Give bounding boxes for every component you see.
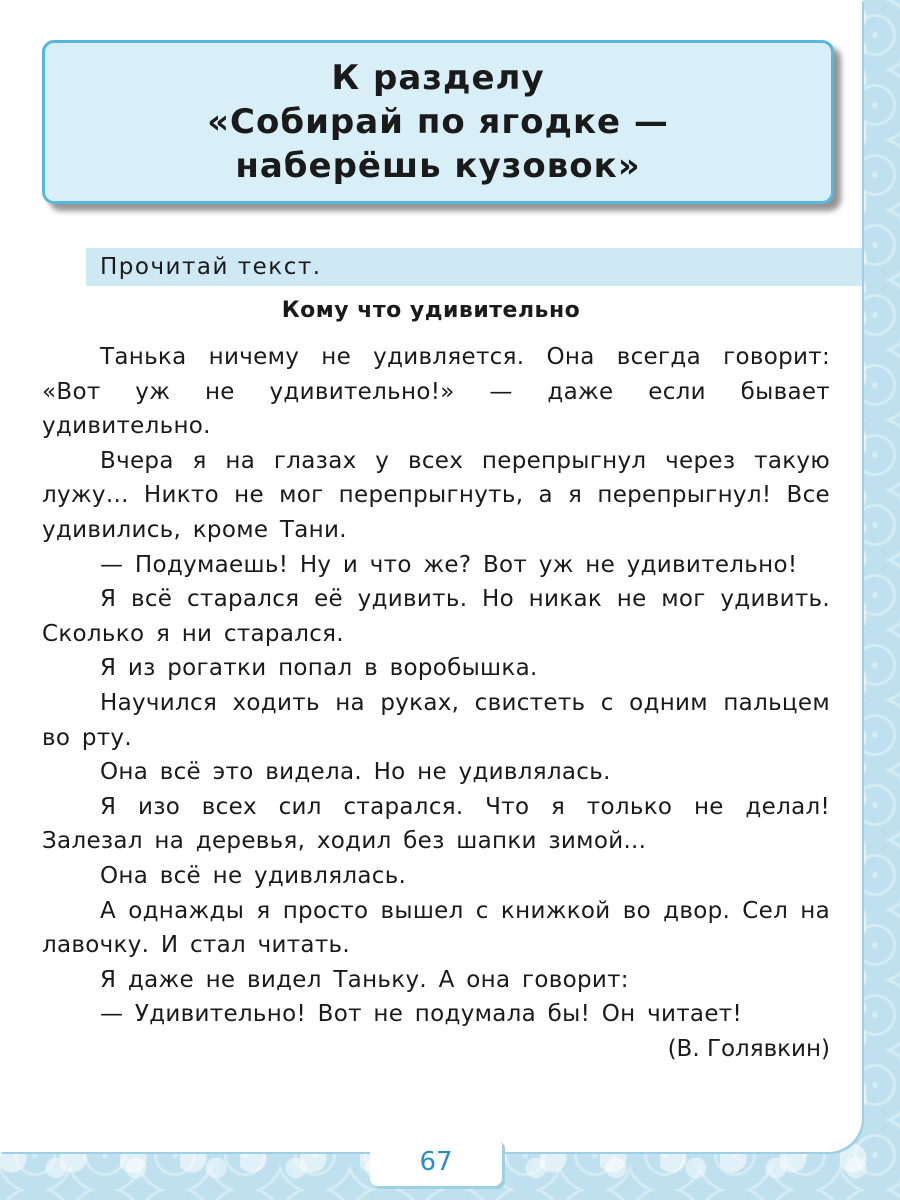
story-author: (В. Голявкин) <box>667 1035 830 1062</box>
story-paragraph: Вчера я на глазах у всех перепрыгнул через такую лужу... Никто не мог перепрыгнуть, а я перепрыгнул! Все удивились, кроме Тани. <box>42 447 830 543</box>
story-paragraph: — Удивительно! Вот не подумала бы! Он читает! <box>100 1001 742 1028</box>
story-paragraph: Я всё старался её удивить. Но никак не мог удивить. Сколько я ни старался. <box>42 586 830 647</box>
story-paragraph: Она всё это видела. Но не удивлялась. <box>100 759 611 786</box>
section-title-line-1: К разделу <box>331 58 545 98</box>
instruction-text: Прочитай текст. <box>100 254 322 280</box>
story-paragraph: Я из рогатки попал в воробышка. <box>100 655 538 682</box>
story-paragraph: Я даже не видел Таньку. А она говорит: <box>100 966 629 993</box>
page-number: 67 <box>370 1138 502 1186</box>
story-text <box>42 340 830 1066</box>
section-title-line-2: «Собирай по ягодке — <box>207 102 669 142</box>
section-title-line-3: наберёшь кузовок» <box>235 146 641 186</box>
instruction-bar <box>86 248 862 286</box>
story-paragraph: Танька ничему не удивляется. Она всегда говорит: «Вот уж не удивительно!» — даже если бывает удивительно. <box>42 344 830 440</box>
story-paragraph: Научился ходить на руках, свистеть с одним пальцем во рту. <box>42 689 830 751</box>
section-title-box <box>42 40 834 204</box>
story-paragraph: Она всё не удивлялась. <box>100 862 407 889</box>
story-paragraph: А однажды я просто вышел с книжкой во двор. Сел на лавочку. И стал читать. <box>42 897 830 959</box>
story-paragraph: Я изо всех сил старался. Что я только не делал! Залезал на деревья, ходил без шапки зимой... <box>42 793 830 855</box>
story-paragraph: — Подумаешь! Ну и что же? Вот уж не удивительно! <box>100 551 798 578</box>
story-title: Кому что удивительно <box>281 298 581 323</box>
